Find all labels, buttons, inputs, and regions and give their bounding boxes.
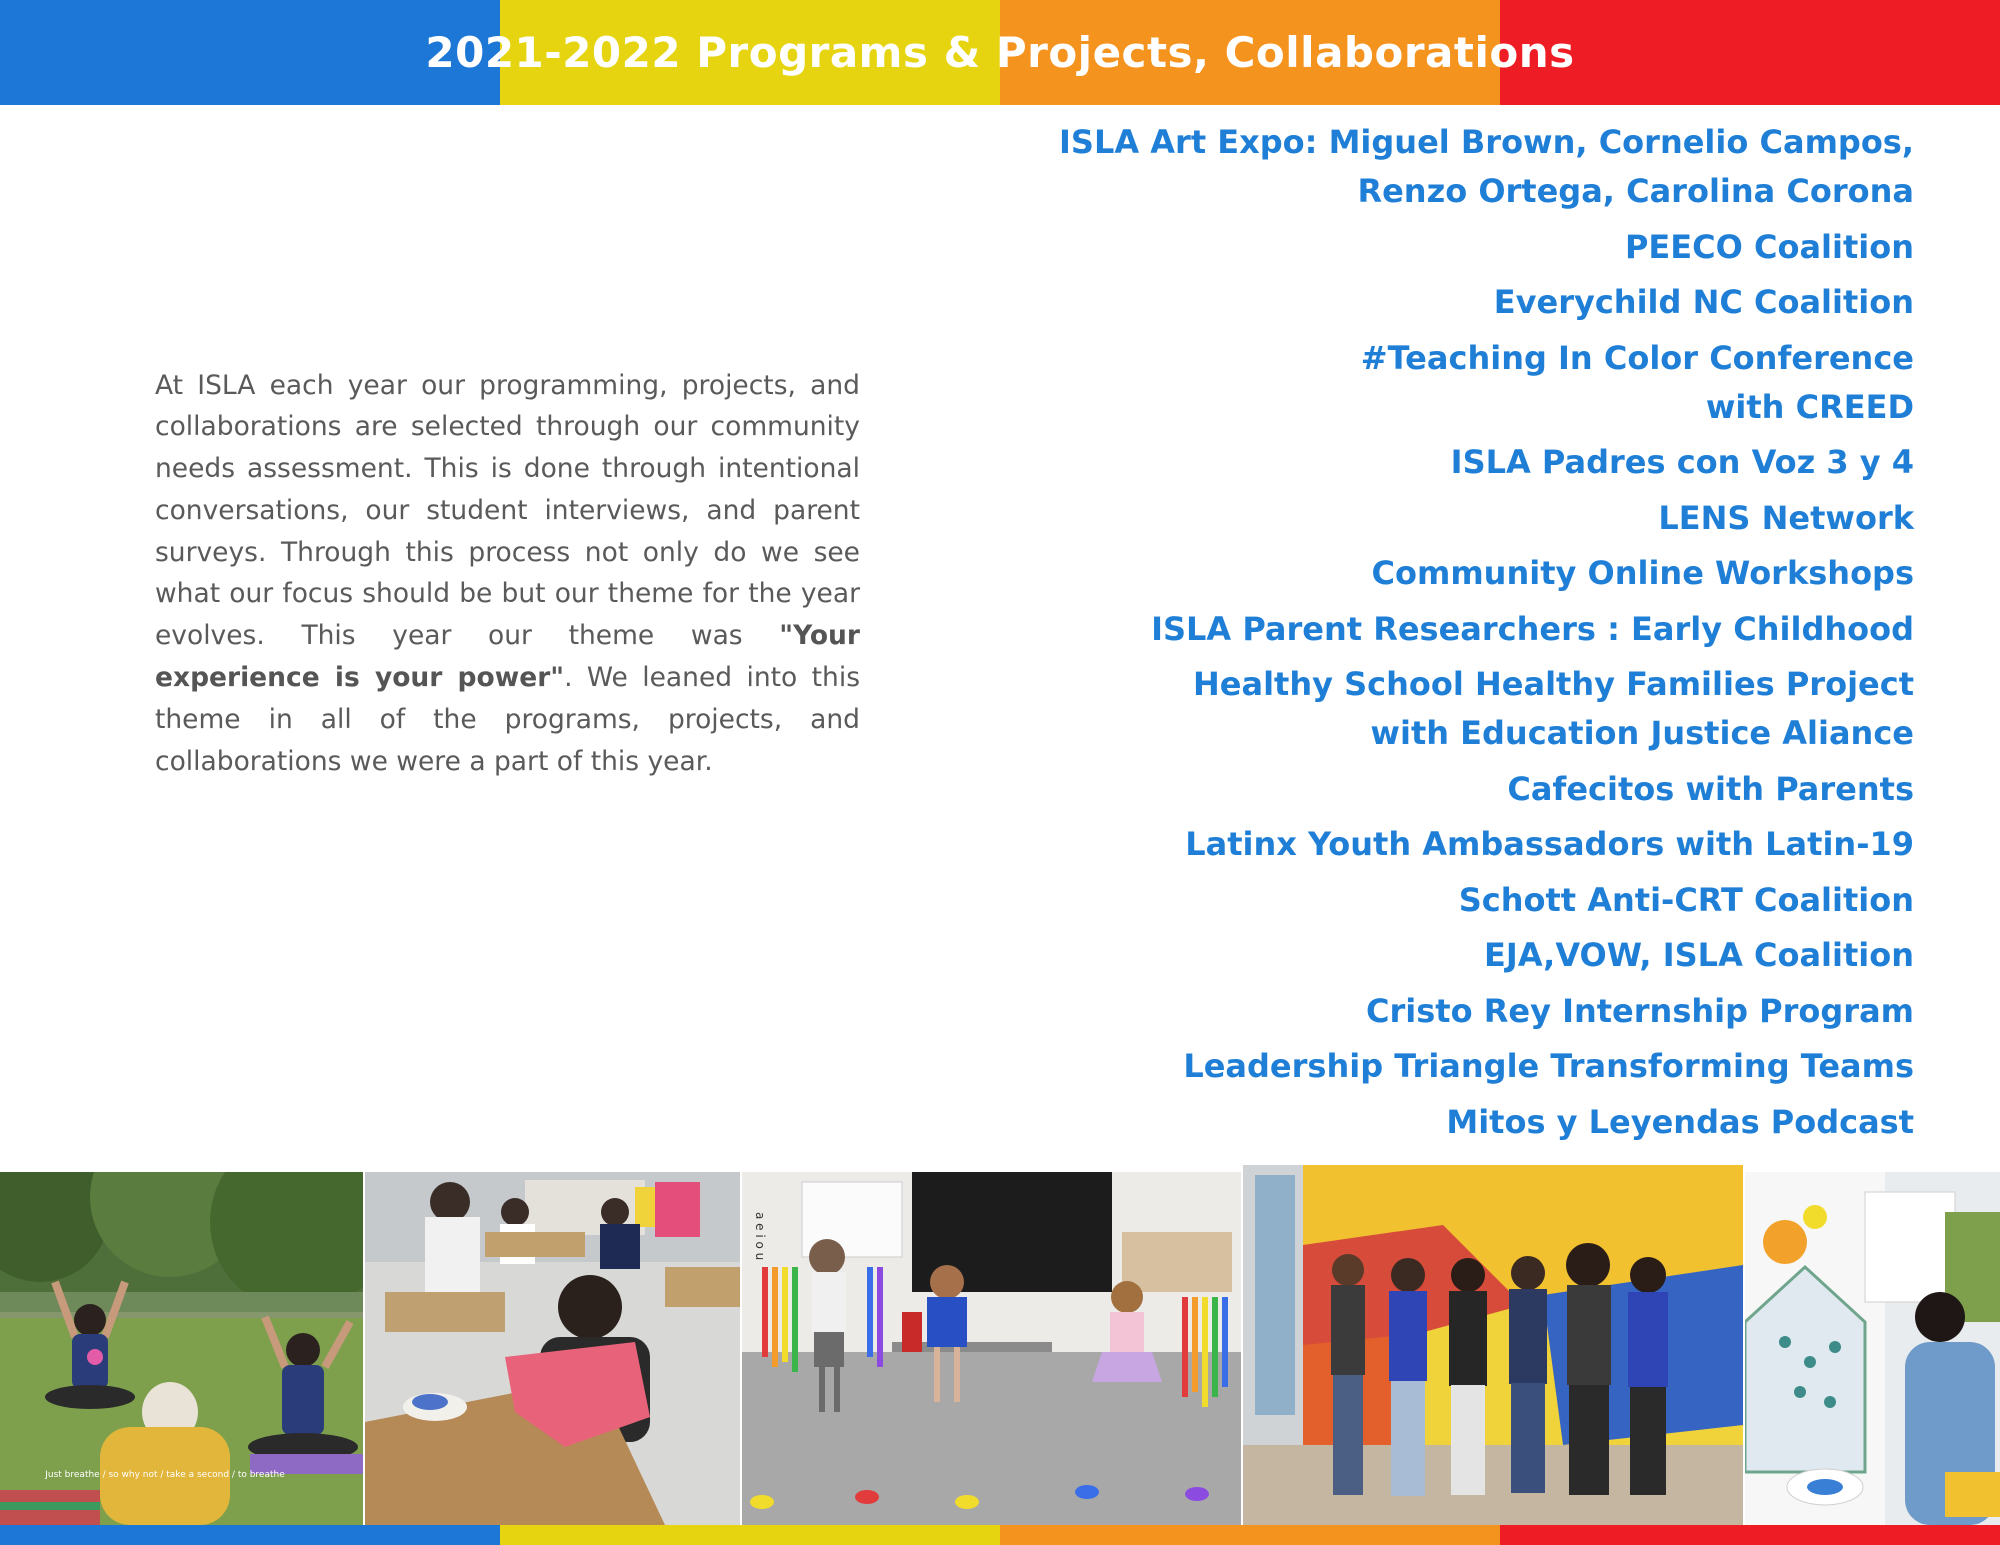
program-item: Everychild NC Coalition: [1493, 283, 1914, 321]
program-item: ISLA Padres con Voz 3 y 4: [1450, 443, 1914, 481]
program-item: ISLA Art Expo: Miguel Brown, Cornelio Campos,: [1059, 123, 1914, 161]
program-item: PEECO Coalition: [1624, 227, 1914, 266]
alphabet-chart: a e i o u: [753, 1212, 767, 1261]
photo-classroom-sewing: [365, 1172, 740, 1525]
program-item: LENS Network: [1658, 498, 1914, 537]
program-item: Cafecitos with Parents: [1507, 769, 1914, 808]
intro-text-part2: . We leaned into this theme in all of the programs, projects, and collaborations we were a part of this year.: [155, 662, 861, 777]
program-item: ISLA Parent Researchers : Early Childhood: [1151, 609, 1914, 648]
photo-outdoor-yoga: [0, 1172, 363, 1525]
page-title: 2021-2022 Programs & Projects, Collaborations: [425, 28, 1575, 77]
program-item: EJA,VOW, ISLA Coalition: [1484, 936, 1914, 974]
photo-girl-painting: [1745, 1172, 2000, 1525]
program-item: with CREED: [1705, 387, 1914, 426]
programs-list: [914, 118, 1914, 1153]
footer-yellow-segment: [500, 1525, 1000, 1545]
program-item: Community Online Workshops: [1371, 554, 1914, 592]
intro-paragraph: [155, 365, 860, 783]
program-item: Cristo Rey Internship Program: [1366, 991, 1914, 1030]
intro-text-part1: At ISLA each year our programming, projects, and collaborations are selected through our community needs assessment. This is done through intentional conversations, our student interviews, and parent surveys. Through this process not only do we see what our focus should be but our theme for the year evolves. This year our theme was: [155, 369, 860, 652]
program-item: #Teaching In Color Conference: [1360, 338, 1914, 377]
program-item: Schott Anti-CRT Coalition: [1458, 880, 1914, 919]
footer-blue-segment: [0, 1525, 500, 1545]
intro-theme: "Your experience is your power": [155, 620, 860, 694]
program-item: Latinx Youth Ambassadors with Latin-19: [1185, 825, 1914, 863]
footer-red-segment: [1500, 1525, 2000, 1545]
photo-strip: [0, 1165, 2000, 1525]
program-item: Mitos y Leyendas Podcast: [1446, 1102, 1914, 1141]
program-item: Healthy School Healthy Families Project: [1193, 665, 1914, 703]
photo-youth-group: [1243, 1165, 1743, 1525]
program-item: with Education Justice Aliance: [1370, 714, 1914, 752]
program-item: Renzo Ortega, Carolina Corona: [1357, 172, 1914, 210]
hoodie-text: Just breathe / so why not / take a second / to breathe: [45, 1470, 285, 1480]
footer-orange-segment: [1000, 1525, 1500, 1545]
footer-color-band: [0, 1525, 2000, 1545]
photo-children-ribbons: [742, 1172, 1241, 1525]
program-item: Leadership Triangle Transforming Teams: [1183, 1047, 1914, 1085]
